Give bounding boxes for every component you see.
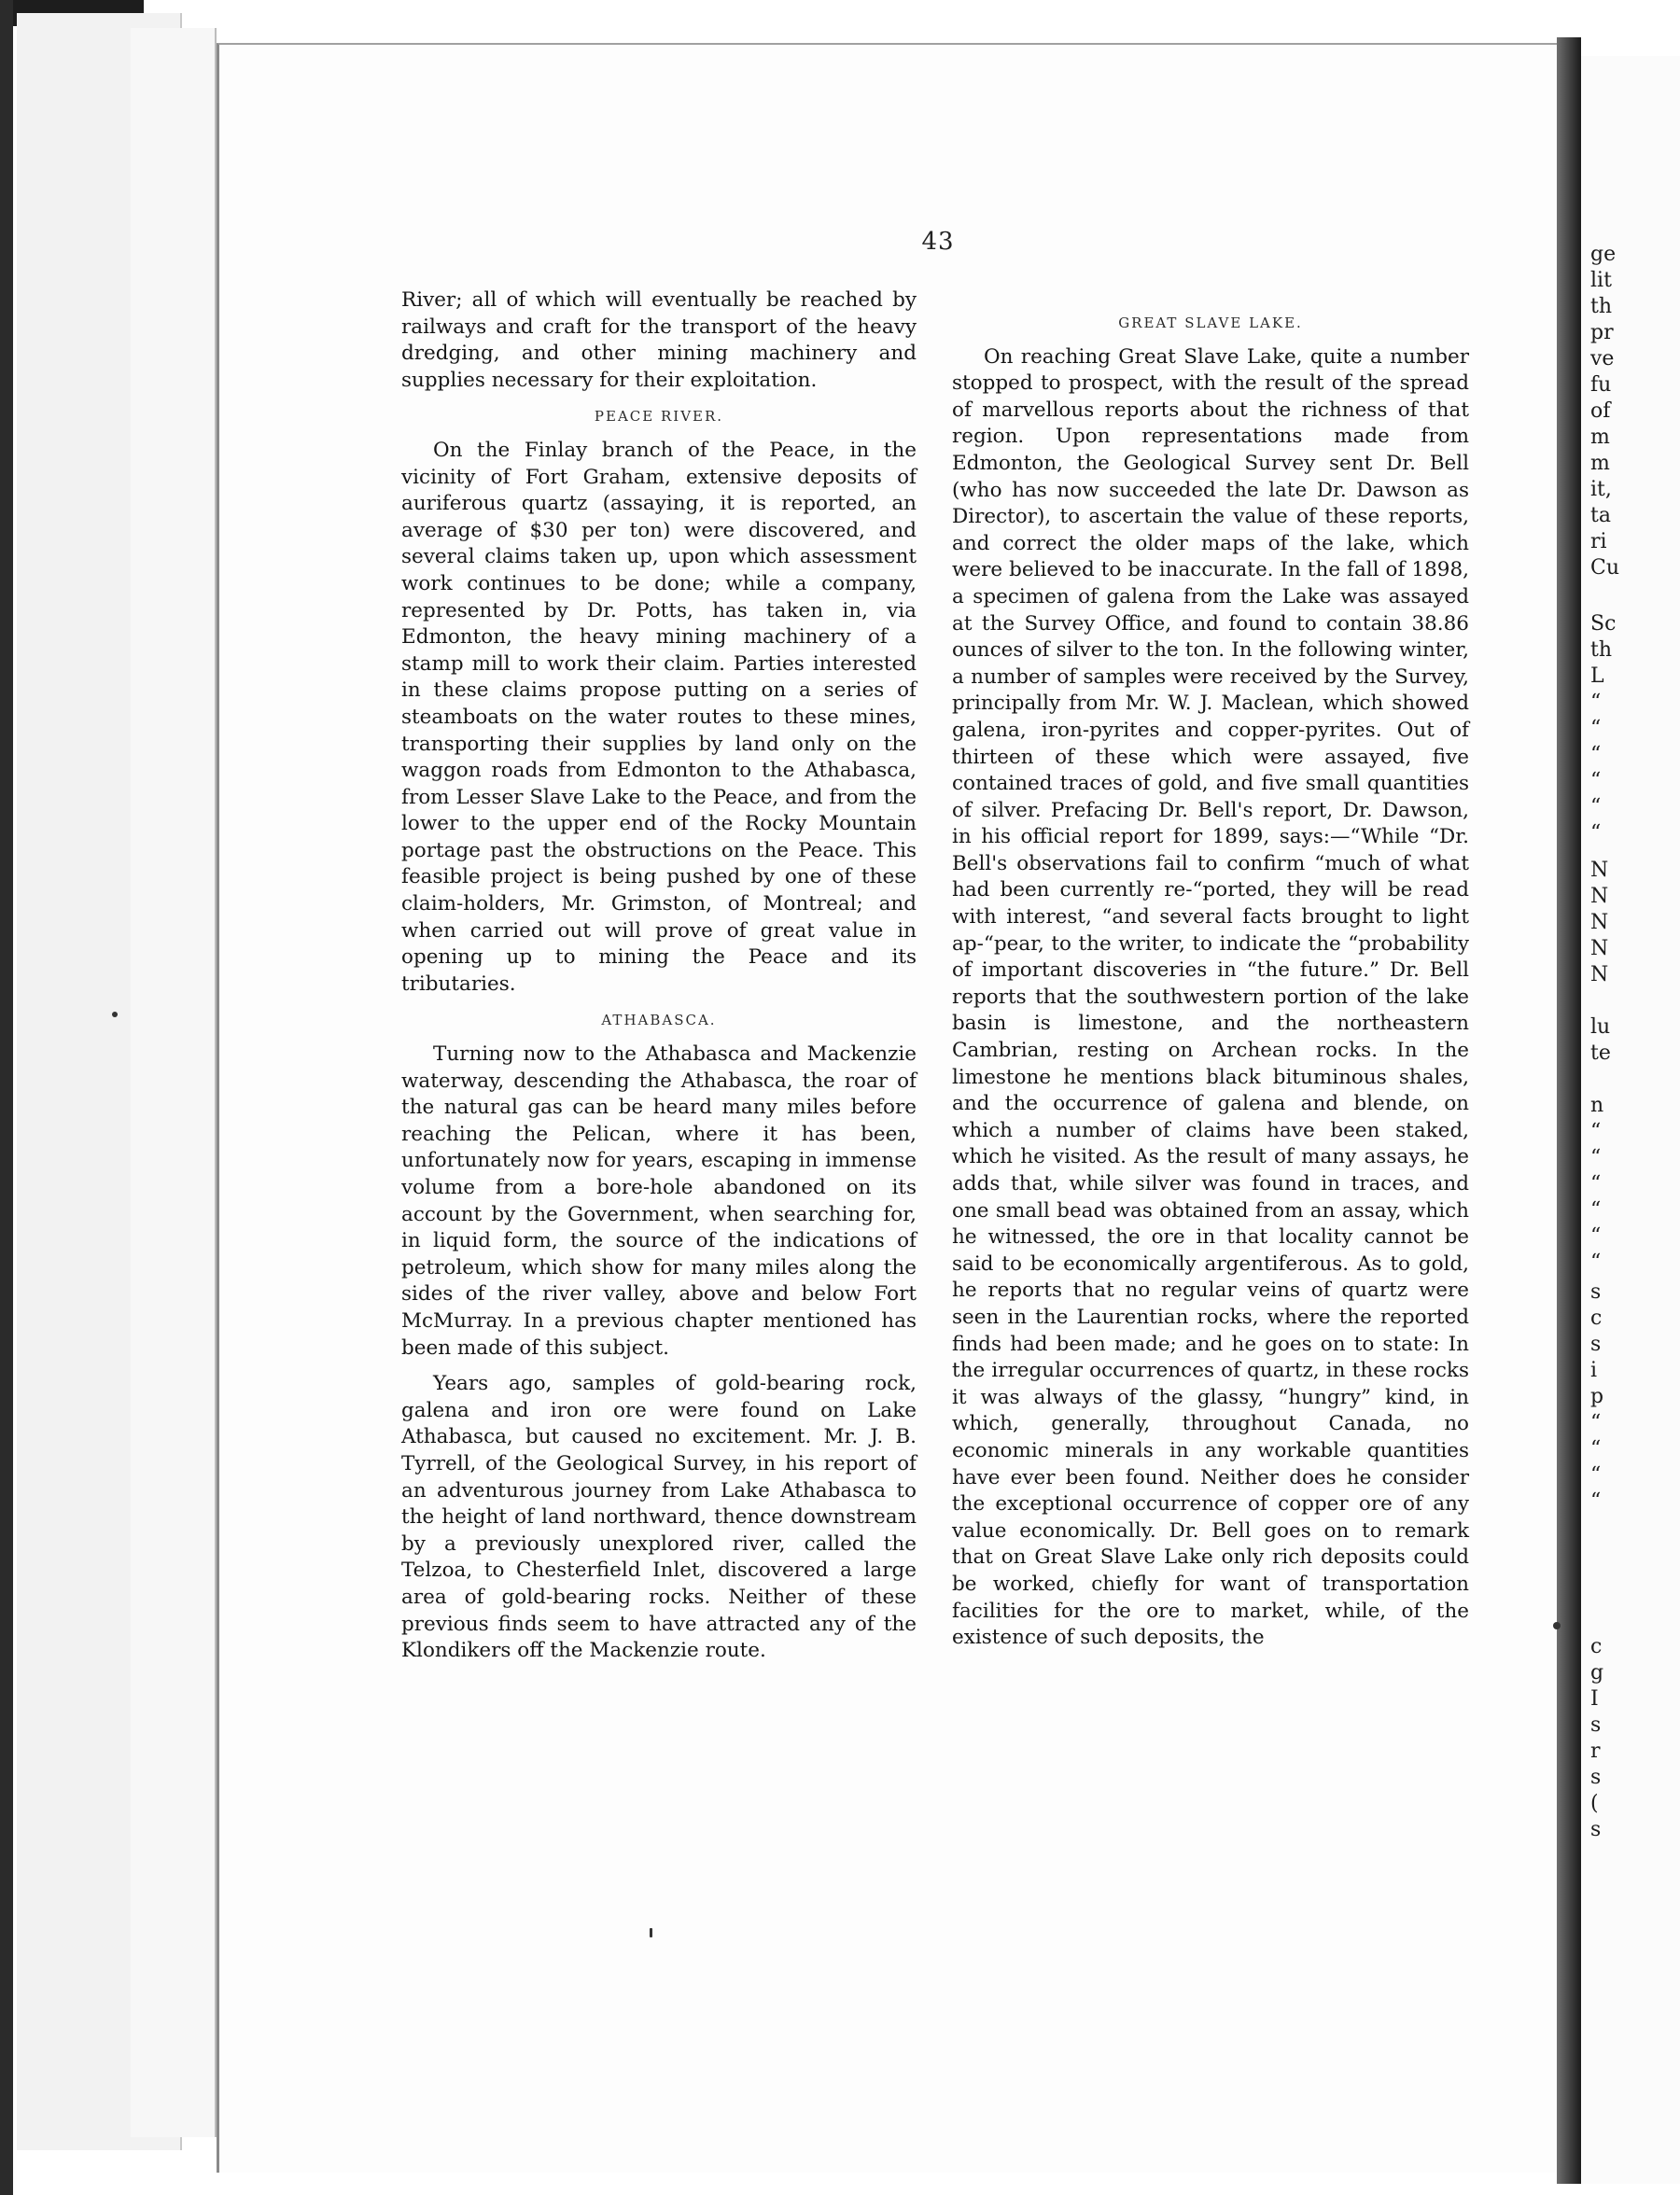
next-page-text-fragment: it, (1590, 478, 1612, 501)
next-page-text-fragment: s (1590, 1818, 1602, 1841)
previous-page-edge-inner (131, 28, 217, 2137)
left-text-column (401, 287, 917, 1665)
next-page-text-fragment: N (1590, 937, 1609, 960)
next-page-text-fragment: m (1590, 452, 1610, 475)
section-heading-peace-river: PEACE RIVER. (594, 408, 724, 426)
right-text-column (952, 301, 1469, 1652)
next-page-text-fragment: fu (1590, 373, 1612, 397)
next-page-text-fragment: “ (1590, 717, 1602, 740)
next-page-text-fragment: c (1590, 1307, 1603, 1330)
section-heading-great-slave-lake: GREAT SLAVE LAKE. (1118, 315, 1303, 331)
next-page-text-fragment: Sc (1590, 612, 1617, 636)
next-page-text-fragment: ri (1590, 530, 1607, 553)
next-page-text-fragment: “ (1590, 1120, 1602, 1143)
peace-river-paragraph: On the Finlay branch of the Peace, in the vicinity of Fort Graham, extensive deposits of auriferous quartz (assaying, it is reported, an average of $30 per ton) were discovered, and several claims taken up, upon which assessment work continues to be done; while a company, represented by Dr. Potts, has taken in, via Edmonton, the heavy mining machinery of a stamp mill to work their claim. Parties interested in these claims propose putting on a series of steamboats on the water routes to these mines, transporting their supplies by land only on the waggon roads from Edmonton to the Athabasca, from Lesser Slave Lake to the Peace, and from the lower to the upper end of the Rocky Mountain portage past the obstructions on the Peace. This feasible project is being pushed by one of these claim-holders, Mr. Grimston, of Montreal; and when carried out will prove of great value in opening up to mining the Peace and its tributaries. (401, 438, 917, 996)
next-page-text-fragment: te (1590, 1042, 1611, 1065)
next-page-text-fragment: “ (1590, 1411, 1602, 1434)
next-page-text-fragment: p (1590, 1385, 1604, 1408)
scan-speck (650, 1928, 652, 1937)
next-page-text-fragment: n (1590, 1094, 1604, 1117)
scan-speck (112, 1012, 118, 1017)
athabasca-paragraph-2: Years ago, samples of gold-bearing rock, galena and iron ore were found on Lake Athabasca, but caused no excitement. Mr. J. B. Tyrrell, of the Geological Survey, in his report of an adventurous journey from Lake Athabasca to the height of land northward, thence downstream by a previously unexplored river, called the Telzoa, to Chesterfield Inlet, discovered a large area of gold-bearing rocks. Neither of these previous finds seem to have attracted any of the Klondikers off the Mackenzie route. (401, 1372, 917, 1663)
next-page-text-fragment: “ (1590, 1146, 1602, 1169)
next-page-text-fragment: s (1590, 1280, 1602, 1304)
next-page-text-fragment: L (1590, 664, 1604, 688)
next-page-text-fragment: i (1590, 1359, 1598, 1382)
scan-speck (1553, 1622, 1561, 1629)
next-page-text-fragment: ge (1590, 243, 1617, 266)
next-page-text-fragment: “ (1590, 821, 1602, 845)
next-page-text-fragment: “ (1590, 1224, 1602, 1248)
next-page-text-fragment: s (1590, 1333, 1602, 1356)
next-page-text-fragment: s (1590, 1713, 1602, 1737)
next-page-text-fragment: N (1590, 885, 1609, 908)
next-page-text-fragment: r (1590, 1740, 1601, 1763)
next-page-text-fragment: th (1590, 295, 1613, 318)
next-page-text-fragment: “ (1590, 743, 1602, 766)
next-page-text-fragment: m (1590, 426, 1610, 449)
page-number: 43 (921, 228, 955, 256)
next-page-text-fragment: lu (1590, 1015, 1611, 1039)
next-page-text-fragment: N (1590, 963, 1609, 986)
next-page-text-fragment: ta (1590, 504, 1611, 527)
next-page-text-fragment: g (1590, 1661, 1604, 1685)
next-page-text-fragment: “ (1590, 1251, 1602, 1274)
next-page-text-fragment: pr (1590, 321, 1614, 344)
athabasca-paragraph-1: Turning now to the Athabasca and Mackenzie waterway, descending the Athabasca, the roar of the natural gas can be heard many miles before reaching the Pelican, where it has been, unfortunately now for years, escaping in immense volume from a bore-hole abandoned on its account by the Government, when searching for, in liquid form, the source of the indications of petroleum, which show for many miles along the sides of the river valley, above and below Fort McMurray. In a previous chapter mentioned has been made of this subject. (401, 1042, 917, 1360)
next-page-text-fragment: “ (1590, 1437, 1602, 1461)
next-page-text-fragment: “ (1590, 769, 1602, 792)
next-page-text-fragment: of (1590, 399, 1611, 423)
section-heading-athabasca: ATHABASCA. (601, 1012, 717, 1029)
next-page-text-fragment: “ (1590, 691, 1602, 714)
next-page-text-fragment: “ (1590, 1489, 1602, 1513)
next-page-text-fragment: N (1590, 859, 1609, 882)
next-page-text-fragment: “ (1590, 795, 1602, 818)
next-page-text-fragment: lit (1590, 269, 1612, 292)
next-page-text-fragment: “ (1590, 1198, 1602, 1222)
great-slave-lake-paragraph: On reaching Great Slave Lake, quite a number stopped to prospect, with the result of the spread of marvellous reports about the richness of that region. Upon representations made from Edmonton, the Geological Survey sent Dr. Bell (who has now succeeded the late Dr. Dawson as Director), to ascertain the value of these reports, and correct the older maps of the lake, which were believed to be inaccurate. In the fall of 1898, a specimen of galena from the Lake was assayed at the Survey Office, and found to contain 38.86 ounces of silver to the ton. In the following winter, a number of samples were received by the Survey, principally from Mr. W. J. Maclean, which showed galena, iron-pyrites and copper-pyrites. Out of thirteen of these which were assayed, five contained traces of gold, and five small quantities of silver. Prefacing Dr. Bell's report, Dr. Dawson, in his official report for 1899, says:—“While “Dr. Bell's observations fail to confirm “much of what had been currently re-“ported, they will be read with interest, “and several facts brought to light ap-“pear, to the writer, to indicate the “probability of important discoveries in “the future.” Dr. Bell reports that the southwestern portion of the lake basin is limestone, and the northeastern Cambrian, resting on Archean rocks. In the limestone he mentions black bituminous shales, and the occurrence of galena and blende, on which a number of claims have been staked, which he visited. As the result of many assays, he adds that, while silver was found in traces, and one small bead was obtained from an assay, which he witnessed, the ore in that locality cannot be said to be economically argentiferous. As to gold, he reports that no regular veins of quartz were seen in the Laurentian rocks, where the reported finds had been made; and he goes on to state: In the irregular occurrences of quartz, in these rocks it was always of the glassy, “hungry” kind, in which, generally, throughout Canada, no economic minerals in any workable quantities have ever been found. Neither does he consider the exceptional occurrence of copper ore of any value economically. Dr. Bell goes on to remark that on Great Slave Lake only rich deposits could be worked, chiefly for want of transportation facilities for the ore to market, while, of the existence of such deposits, the (952, 344, 1469, 1650)
intro-paragraph: River; all of which will eventually be reached by railways and craft for the transport of the heavy dredging, and other mining machinery and supplies necessary for their exploitation. (401, 288, 917, 392)
next-page-text-fragment: N (1590, 911, 1609, 934)
page-gutter (1557, 37, 1581, 2184)
next-page-text-fragment: “ (1590, 1172, 1602, 1195)
next-page-text-fragment: I (1590, 1687, 1599, 1711)
next-page-text-fragment: Cu (1590, 556, 1620, 580)
next-page-text-fragment: th (1590, 638, 1613, 662)
book-spine-shadow (0, 0, 13, 2195)
next-page-text-fragment: c (1590, 1635, 1603, 1658)
next-page-text-fragment: ve (1590, 347, 1615, 370)
next-page-text-fragment: ( (1590, 1792, 1599, 1815)
next-page-edge (1581, 56, 1680, 2184)
next-page-text-fragment: s (1590, 1766, 1602, 1789)
next-page-text-fragment: “ (1590, 1463, 1602, 1487)
